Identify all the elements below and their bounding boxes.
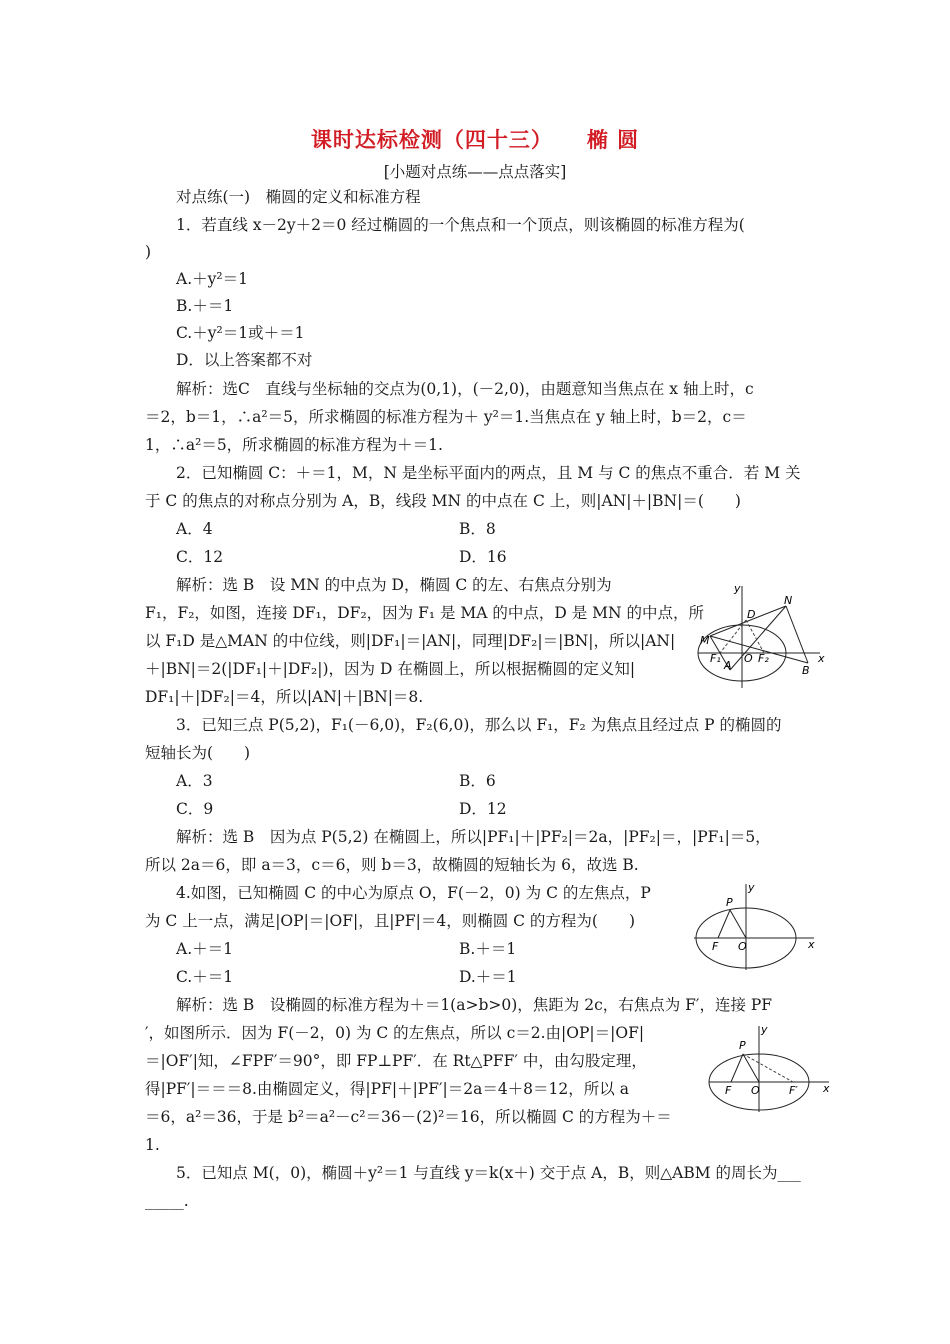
q4-solution-line4: 得|PF′|＝＝＝8.由椭圆定义，得|PF|＋|PF′|＝2a＝4＋8＝12，所以 a bbox=[145, 1080, 629, 1098]
q4-solution-line1: 解析：选 B 设椭圆的标准方程为＋＝1(a>b>0)，焦距为 2c，右焦点为 F′，连接 PF bbox=[176, 996, 773, 1014]
q4-solution-line3: ＝|OF′|知，∠FPF′＝90°，即 FP⊥PF′．在 Rt△PFF′ 中，由勾股定理， bbox=[145, 1052, 647, 1070]
q4-figure1-label-x: x bbox=[808, 938, 815, 951]
q1-option-a: A.＋y²＝1 bbox=[176, 270, 248, 288]
q2-figure-label-y: y bbox=[734, 582, 741, 595]
q4-figure2-label-y: y bbox=[761, 1023, 768, 1036]
q2-figure-label-f2: F₂ bbox=[758, 652, 769, 665]
q1-stem-line2: ) bbox=[145, 243, 152, 261]
q2-solution-line4: ＋|BN|＝2(|DF₁|＋|DF₂|)，因为 D 在椭圆上，所以根据椭圆的定义知| bbox=[145, 660, 636, 678]
q2-figure-label-f1: F₁ bbox=[710, 652, 721, 665]
q1-option-b: B.＋＝1 bbox=[176, 297, 234, 315]
q3-solution-line1: 解析：选 B 因为点 P(5,2) 在椭圆上，所以|PF₁|＋|PF₂|＝2a，|PF₂|＝，|PF₁|＝5， bbox=[176, 828, 771, 846]
q2-option-a: A．4 bbox=[176, 520, 213, 538]
q3-option-d: D．12 bbox=[459, 800, 507, 818]
q2-figure-segment-nb bbox=[786, 606, 808, 663]
q4-figure2-label-x: x bbox=[823, 1082, 830, 1095]
q4-figure1-label-f: F bbox=[712, 940, 719, 953]
q3-option-b: B．6 bbox=[459, 772, 496, 790]
q4-option-d: D.＋＝1 bbox=[459, 968, 517, 986]
q4-figure1-segment-po bbox=[730, 910, 746, 938]
q4-figure1-segment-pf bbox=[718, 910, 730, 938]
q4-figure2-label-o: O bbox=[751, 1084, 760, 1097]
q2-option-b: B．8 bbox=[459, 520, 496, 538]
q4-stem-line2: 为 C 上一点，满足|OP|＝|OF|，且|PF|＝4，则椭圆 C 的方程为( ) bbox=[145, 912, 635, 930]
q2-solution-line2: F₁，F₂，如图，连接 DF₁，DF₂，因为 F₁ 是 MA 的中点，D 是 MN 的中点，所 bbox=[145, 604, 705, 622]
section-heading: 对点练(一) 椭圆的定义和标准方程 bbox=[176, 188, 421, 206]
q4-figure1-label-o: O bbox=[738, 940, 747, 953]
q4-figure-2 bbox=[705, 1022, 835, 1114]
q1-solution-line3: 1，∴a²＝5，所求椭圆的标准方程为＋＝1. bbox=[145, 436, 443, 454]
q4-figure2-label-p: P bbox=[739, 1039, 746, 1052]
q1-stem-line1: 1．若直线 x－2y＋2＝0 经过椭圆的一个焦点和一个顶点，则该椭圆的标准方程为( bbox=[176, 216, 745, 234]
q2-figure-label-d: D bbox=[747, 608, 756, 621]
q3-solution-line2: 所以 2a＝6，即 a＝3，c＝6，则 b＝3，故椭圆的短轴长为 6，故选 B. bbox=[145, 856, 639, 874]
title-topic: 椭 圆 bbox=[586, 127, 640, 152]
q1-solution-line2: ＝2，b＝1，∴a²＝5，所求椭圆的标准方程为＋ y²＝1.当焦点在 y 轴上时，b＝2，c＝ bbox=[145, 408, 747, 426]
q3-option-a: A．3 bbox=[176, 772, 213, 790]
q3-stem-line1: 3．已知三点 P(5,2)，F₁(－6,0)，F₂(6,0)，那么以 F₁，F₂ 为焦点且经过点 P 的椭圆的 bbox=[176, 716, 782, 734]
q2-figure-label-x: x bbox=[818, 652, 825, 665]
q4-solution-line6: 1. bbox=[145, 1136, 160, 1154]
q2-figure-label-m: M bbox=[700, 634, 710, 647]
q2-stem-line2: 于 C 的焦点的对称点分别为 A，B，线段 MN 的中点在 C 上，则|AN|＋|BN|＝( ) bbox=[145, 492, 741, 510]
q5-stem-line1: 5．已知点 M(，0)，椭圆＋y²＝1 与直线 y＝k(x＋) 交于点 A，B，则△ABM 的周长为___ bbox=[176, 1164, 801, 1182]
q2-solution-line3: 以 F₁D 是△MAN 的中位线，则|DF₁|＝|AN|，同理|DF₂|＝|BN|，所以|AN| bbox=[145, 632, 676, 650]
q4-figure-1 bbox=[690, 880, 820, 972]
title-main: 课时达标检测（四十三） bbox=[310, 127, 553, 152]
q2-figure-label-b: B bbox=[802, 664, 810, 677]
q4-solution-line5: ＝6，a²＝36，于是 b²＝a²－c²＝36－(2)²＝16，所以椭圆 C 的方程为＋＝ bbox=[145, 1108, 672, 1126]
q2-option-d: D．16 bbox=[459, 548, 507, 566]
q2-option-c: C．12 bbox=[176, 548, 224, 566]
page-subtitle: [小题对点练——点点落实] bbox=[383, 163, 567, 181]
q1-option-d: D．以上答案都不对 bbox=[176, 351, 313, 369]
q4-figure2-label-f: F bbox=[725, 1084, 732, 1097]
q2-solution-line1: 解析：选 B 设 MN 的中点为 D，椭圆 C 的左、右焦点分别为 bbox=[176, 576, 612, 594]
q3-option-c: C．9 bbox=[176, 800, 214, 818]
q4-option-c: C.＋＝1 bbox=[176, 968, 234, 986]
q3-stem-line2: 短轴长为( ) bbox=[145, 744, 251, 762]
q2-figure bbox=[690, 578, 830, 693]
q1-option-c: C.＋y²＝1或＋＝1 bbox=[176, 324, 305, 342]
q4-solution-line2: ′，如图所示．因为 F(－2，0) 为 C 的左焦点，所以 c＝2.由|OP|＝|OF| bbox=[145, 1024, 645, 1042]
q4-option-b: B.＋＝1 bbox=[459, 940, 517, 958]
q2-solution-line5: DF₁|＋|DF₂|＝4，所以|AN|＋|BN|＝8. bbox=[145, 688, 424, 706]
q2-figure-label-o: O bbox=[744, 652, 753, 665]
q2-stem-line1: 2．已知椭圆 C：＋＝1，M，N 是坐标平面内的两点，且 M 与 C 的焦点不重合．若 M 关 bbox=[176, 464, 801, 482]
q4-stem-line1: 4.如图，已知椭圆 C 的中心为原点 O，F(－2，0) 为 C 的左焦点，P bbox=[176, 884, 651, 902]
q4-figure1-label-y: y bbox=[748, 881, 755, 894]
q2-figure-label-a: A bbox=[724, 659, 732, 672]
q4-figure1-label-p: P bbox=[726, 896, 733, 909]
q4-option-a: A.＋＝1 bbox=[176, 940, 233, 958]
q2-figure-label-n: N bbox=[784, 594, 793, 607]
page-title bbox=[0, 124, 950, 154]
q4-figure2-label-f-prime: F′ bbox=[789, 1084, 798, 1097]
q5-stem-line2: _____. bbox=[145, 1192, 189, 1210]
q4-figure2-segment-po bbox=[743, 1054, 759, 1082]
q1-solution-line1: 解析：选C 直线与坐标轴的交点为(0,1)，(－2,0)，由题意知当焦点在 x 轴上时，c bbox=[176, 380, 754, 398]
